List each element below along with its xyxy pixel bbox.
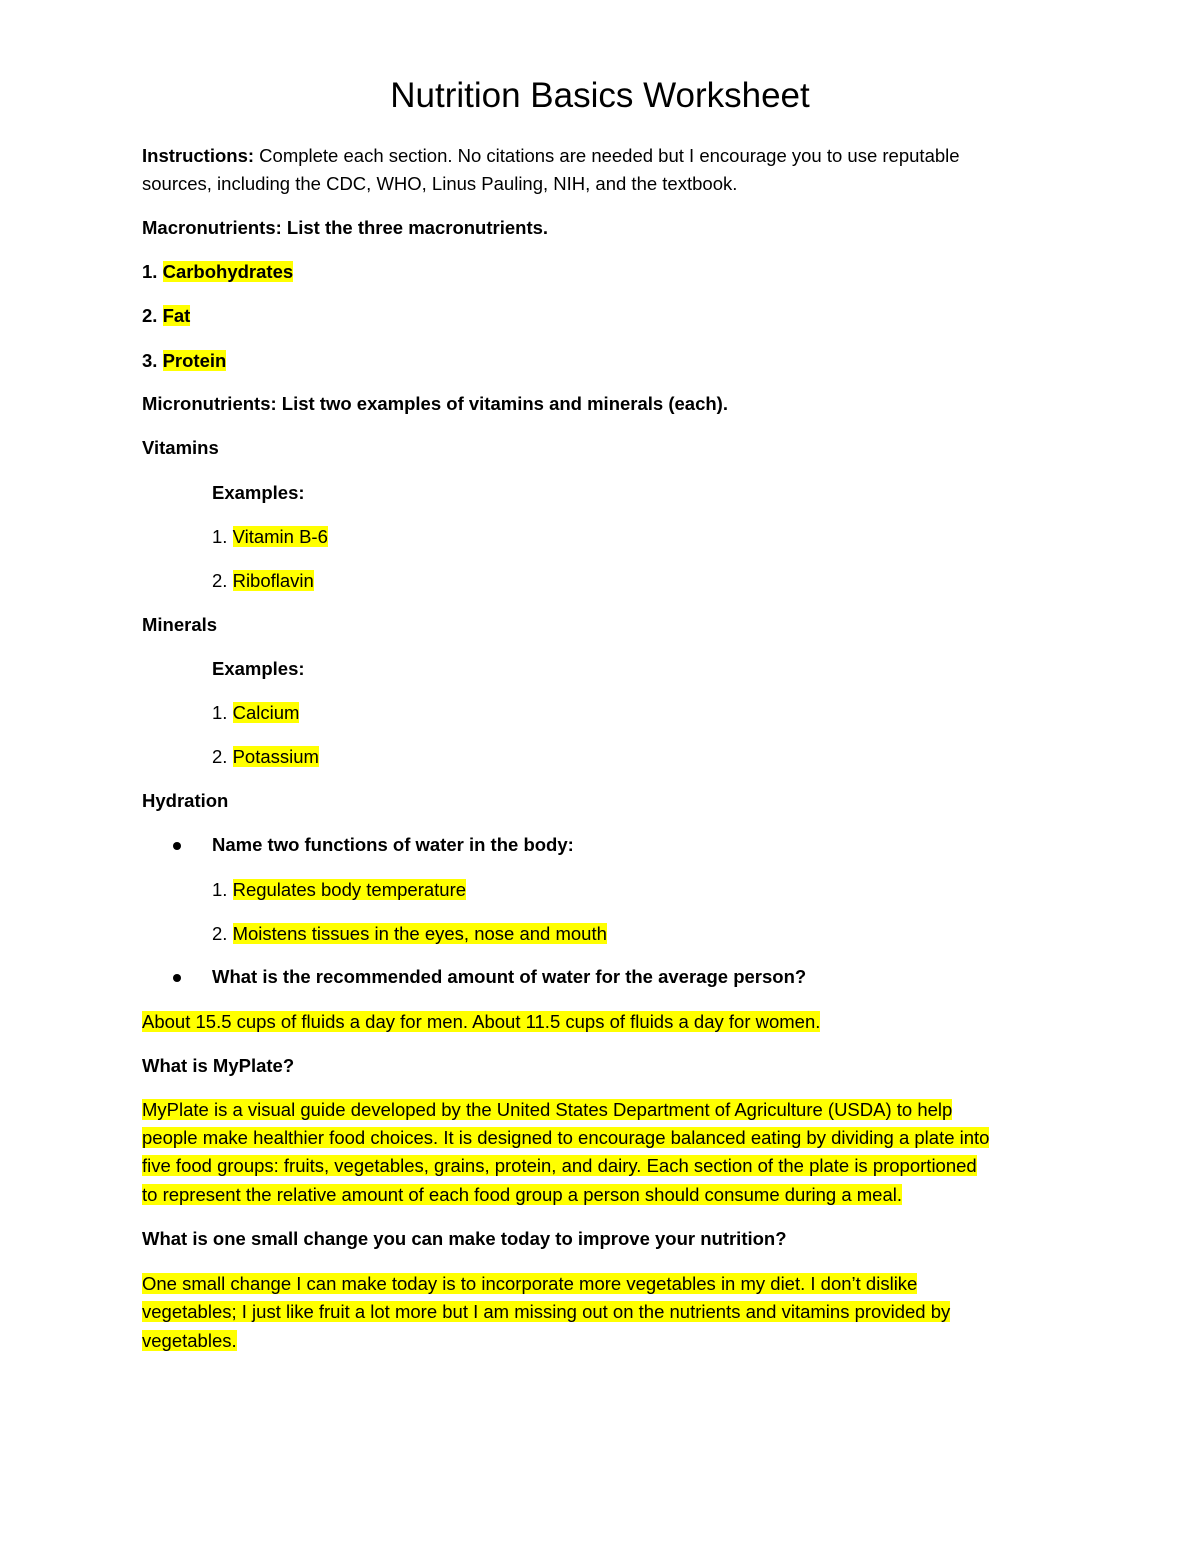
instructions-line-1 bbox=[142, 142, 960, 170]
page-title: Nutrition Basics Worksheet bbox=[390, 76, 810, 115]
minerals-heading: Minerals bbox=[142, 614, 218, 635]
change-answer-line: vegetables; I just like fruit a lot more but I am missing out on the nutrients and vitamins provided by bbox=[142, 1301, 951, 1322]
vitamin-answer: Vitamin B-6 bbox=[232, 526, 328, 547]
mineral-item: 2. Potassium bbox=[212, 746, 319, 767]
hydration-heading: Hydration bbox=[142, 790, 229, 811]
myplate-answer-line: people make healthier food choices. It is designed to encourage balanced eating by dividing a plate into bbox=[142, 1127, 990, 1148]
vitamins-examples-label: Examples: bbox=[212, 482, 305, 503]
macronutrient-answer: Fat bbox=[162, 305, 191, 326]
hydration-answer-2: About 15.5 cups of fluids a day for men. About 11.5 cups of fluids a day for women. bbox=[142, 1011, 821, 1032]
micronutrients-heading: Micronutrients: List two examples of vitamins and minerals (each). bbox=[142, 393, 728, 414]
hydration-function-answer: Moistens tissues in the eyes, nose and mouth bbox=[232, 923, 607, 944]
hydration-function-answer: Regulates body temperature bbox=[232, 879, 467, 900]
myplate-answer-line: five food groups: fruits, vegetables, grains, protein, and dairy. Each section of the plate is proportioned bbox=[142, 1155, 977, 1176]
mineral-answer: Calcium bbox=[232, 702, 300, 723]
myplate-question: What is MyPlate? bbox=[142, 1055, 295, 1076]
change-answer-line: One small change I can make today is to incorporate more vegetables in my diet. I don’t dislike bbox=[142, 1273, 918, 1294]
vitamins-heading: Vitamins bbox=[142, 437, 219, 458]
macronutrients-heading: Macronutrients: List the three macronutrients. bbox=[142, 217, 549, 238]
instructions-line-2: sources, including the CDC, WHO, Linus Pauling, NIH, and the textbook. bbox=[142, 173, 738, 194]
minerals-examples-label: Examples: bbox=[212, 658, 305, 679]
vitamin-item: 2. Riboflavin bbox=[212, 570, 314, 591]
change-question: What is one small change you can make today to improve your nutrition? bbox=[142, 1228, 787, 1249]
vitamin-item: 1. Vitamin B-6 bbox=[212, 526, 328, 547]
hydration-question-2: What is the recommended amount of water for the average person? bbox=[212, 966, 807, 987]
hydration-function-item: 2. Moistens tissues in the eyes, nose and mouth bbox=[212, 923, 607, 944]
bullet-icon bbox=[173, 842, 181, 850]
hydration-question-1: Name two functions of water in the body: bbox=[212, 834, 574, 855]
macronutrient-item: 2. Fat bbox=[142, 305, 191, 326]
myplate-answer-line: to represent the relative amount of each food group a person should consume during a meal. bbox=[142, 1184, 902, 1205]
instructions-text-1: Complete each section. No citations are needed but I encourage you to use reputable bbox=[259, 145, 960, 166]
bullet-icon bbox=[173, 974, 181, 982]
macronutrient-answer: Carbohydrates bbox=[162, 261, 294, 282]
vitamin-answer: Riboflavin bbox=[232, 570, 314, 591]
mineral-answer: Potassium bbox=[232, 746, 319, 767]
change-answer-line: vegetables. bbox=[142, 1330, 237, 1351]
myplate-answer-line: MyPlate is a visual guide developed by the United States Department of Agriculture (USDA) to help bbox=[142, 1099, 953, 1120]
macronutrient-item: 3. Protein bbox=[142, 350, 227, 371]
instructions-label: Instructions: bbox=[142, 145, 255, 166]
hydration-function-item: 1. Regulates body temperature bbox=[212, 879, 467, 900]
macronutrient-answer: Protein bbox=[162, 350, 227, 371]
mineral-item: 1. Calcium bbox=[212, 702, 300, 723]
macronutrient-item: 1. Carbohydrates bbox=[142, 261, 294, 282]
